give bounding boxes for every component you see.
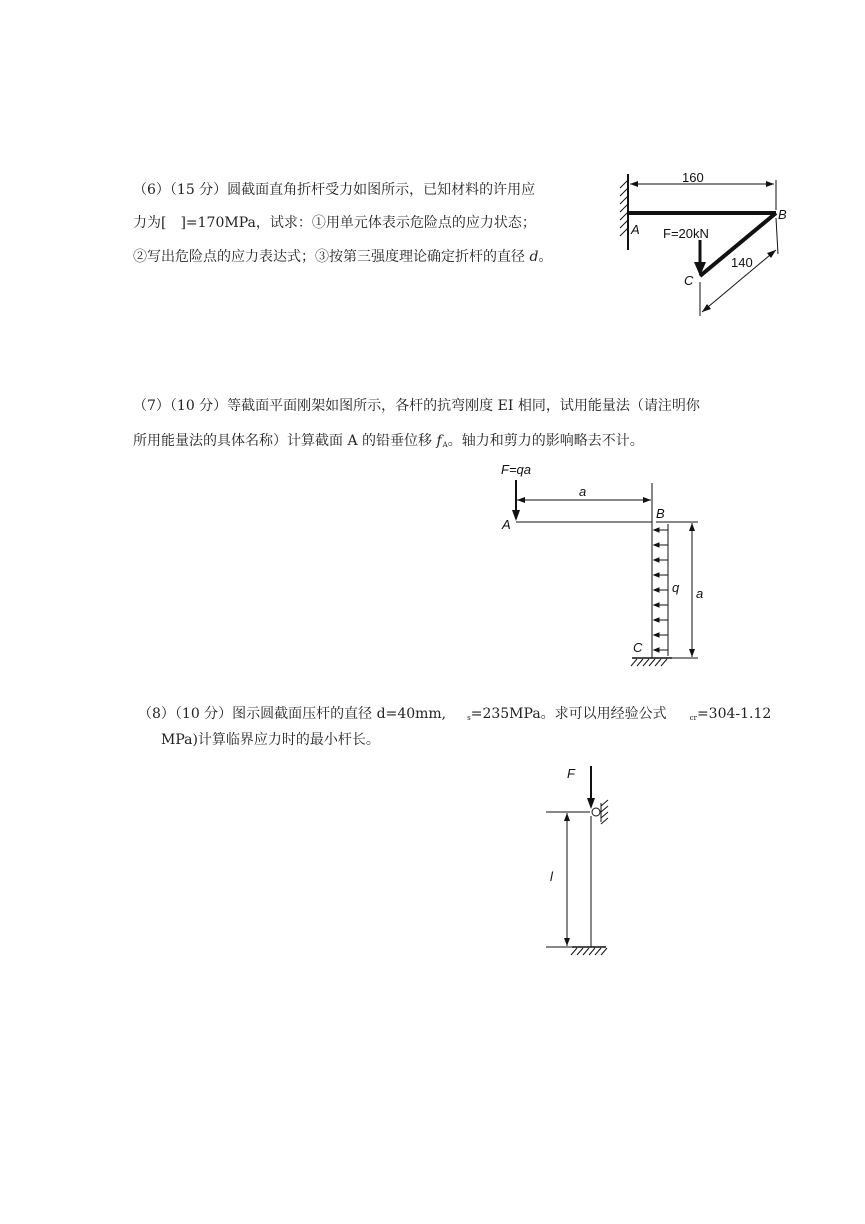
q8-length-label: l (550, 869, 553, 884)
q7-deflection-symbol: f (436, 433, 442, 449)
q7-label-c: C (633, 640, 643, 655)
q6-label-b: B (778, 207, 787, 222)
q7-text-line2-end: 。轴力和剪力的影响略去不计。 (447, 433, 644, 449)
q7-dim-right: a (696, 586, 704, 601)
q7-text-line2-main: 所用能量法的具体名称）计算截面 A 的铅垂位移 (133, 433, 437, 449)
q7-load-label: q (672, 580, 680, 595)
q6-text-line3-end: 。 (538, 249, 553, 265)
q7-label-b: B (656, 506, 665, 521)
q8-subscript-cr: cr (689, 714, 697, 722)
q6-text-line2: 力为[ ]=170MPa，试求：①用单元体表示危险点的应力状态； (133, 215, 536, 231)
q8-subscript-s: s (467, 714, 471, 722)
q8-text-line1-b: =235MPa。求可以用经验公式 (470, 706, 667, 722)
q6-dim-diag: 140 (731, 255, 753, 270)
q7-force-label: F=qa (501, 462, 531, 477)
q8-roller (592, 808, 600, 816)
q7-text-line1: （7）（10 分）等截面平面刚架如图所示，各杆的抗弯刚度 EI 相同，试用能量法（请注明你 (133, 398, 700, 414)
q8-text-line2: MPa)计算临界应力时的最小杆长。 (161, 732, 380, 748)
q6-diameter-symbol: d (529, 249, 539, 265)
q7-deflection-subscript: A (442, 441, 448, 449)
q6-force-label: F=20kN (663, 226, 709, 241)
q8-text-line1-a: （8）（10 分）图示圆截面压杆的直径 d=40mm, (138, 706, 447, 722)
q8-force-arrowhead (587, 798, 595, 809)
q6-text-line1: （6）（15 分）圆截面直角折杆受力如图所示，已知材料的许用应 (133, 182, 536, 198)
q6-dim-top: 160 (682, 170, 704, 185)
q6-label-a: A (631, 222, 640, 237)
q6-label-c: C (684, 273, 694, 288)
q7-dim-top: a (579, 484, 587, 499)
q8-text-line1-c: =304-1.12 (696, 706, 772, 722)
q7-label-a: A (502, 517, 511, 532)
q6-text-line3-main: ②写出危险点的应力表达式；③按第三强度理论确定折杆的直径 (133, 249, 530, 265)
q8-force-label: F (567, 766, 575, 781)
